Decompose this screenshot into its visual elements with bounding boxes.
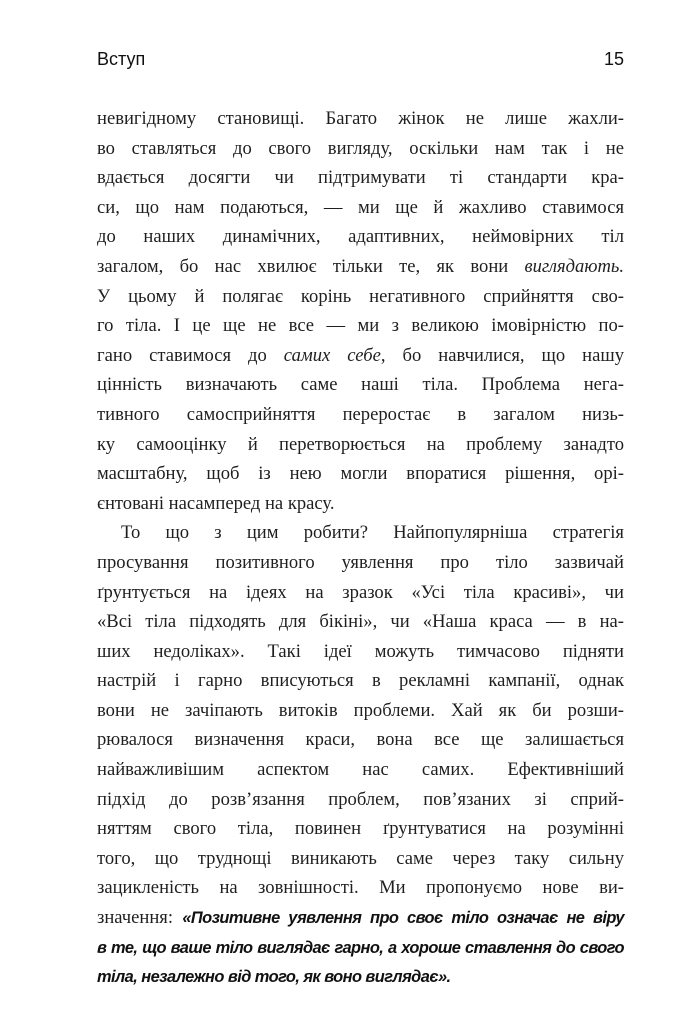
text-segment: ку самооцінку й перетворюється на проблему занадто	[97, 433, 624, 455]
text-line	[97, 282, 624, 312]
text-segment: до наших динамічних, адаптивних, неймовірних тіл	[97, 226, 624, 248]
text-segment: загалом, бо нас хвилює тільки те, як вони	[97, 255, 525, 277]
text-line	[97, 607, 624, 637]
page-body-text	[97, 104, 624, 992]
text-segment: «Всі тіла підходять для бікіні», чи «Наша краса — в на-	[97, 611, 624, 633]
text-segment: тивного самосприйняття переростає в загалом низь-	[97, 403, 624, 425]
text-line	[97, 548, 624, 578]
text-line	[97, 814, 624, 844]
running-header	[97, 46, 624, 72]
text-segment: ґрунтується на ідеях на зразок «Усі тіла красиві», чи	[97, 581, 624, 603]
text-line	[97, 666, 624, 696]
text-segment: настрій і гарно вписуються в рекламні кампанії, однак	[97, 670, 624, 692]
bold-italic-quote: «Позитивне уявлення про своє тіло означає не віру	[182, 909, 624, 928]
text-segment: вдається досягти чи підтримувати ті стандарти кра-	[97, 167, 624, 189]
text-segment: У цьому й полягає корінь негативного сприйняття сво-	[97, 285, 624, 307]
text-segment: во ставляться до свого вигляду, оскільки нам так і не	[97, 137, 624, 159]
page-number: 15	[603, 48, 624, 69]
text-line	[97, 933, 624, 963]
bold-italic-quote: тіла, незалежно від того, як воно виглядає».	[97, 968, 451, 987]
text-segment: підхід до розв’язання проблем, пов’язаних зі сприй-	[97, 788, 624, 810]
text-line	[97, 696, 624, 726]
text-line	[97, 163, 624, 193]
text-segment: вони не зачіпають витоків проблеми. Хай як би розши-	[97, 699, 624, 721]
text-segment: рювалося визначення краси, вона все ще залишається	[97, 729, 624, 751]
chapter-title: Вступ	[97, 48, 146, 69]
text-segment: То що з цим робити? Найпопулярніша стратегія	[121, 522, 624, 544]
text-line	[97, 489, 624, 519]
text-line	[97, 755, 624, 785]
text-segment: масштабну, щоб із нею могли впоратися рішення, орі-	[97, 463, 624, 485]
text-segment: ших недоліках». Такі ідеї можуть тимчасово підняти	[97, 640, 624, 662]
text-segment: того, що труднощі виникають саме через таку сильну	[97, 847, 624, 869]
italic-emphasis: виглядають.	[524, 255, 624, 277]
text-line	[97, 193, 624, 223]
text-line	[97, 311, 624, 341]
text-line	[97, 725, 624, 755]
text-segment: няттям свого тіла, повинен ґрунтуватися на розумінні	[97, 818, 624, 840]
text-segment: , бо навчилися, що нашу	[380, 344, 624, 366]
text-line	[97, 134, 624, 164]
text-segment: цінність визначають саме наші тіла. Проблема нега-	[97, 374, 624, 396]
text-segment: невигідному становищі. Багато жінок не лише жахли-	[97, 108, 624, 129]
text-segment: го тіла. І це ще не все — ми з великою імовірністю по-	[97, 315, 624, 337]
text-line	[97, 785, 624, 815]
text-line	[97, 844, 624, 874]
text-line	[97, 400, 624, 430]
text-line	[97, 370, 624, 400]
text-line	[97, 962, 624, 992]
text-line	[97, 252, 624, 282]
text-line	[97, 222, 624, 252]
text-line	[97, 341, 624, 371]
text-segment: найважливішим аспектом нас самих. Ефективніший	[97, 759, 624, 781]
text-line	[97, 578, 624, 608]
text-segment: си, що нам подаються, — ми ще й жахливо ставимося	[97, 196, 624, 218]
italic-emphasis: самих себе	[283, 344, 381, 366]
text-segment: значення:	[97, 907, 183, 929]
text-segment: зацикленість на зовнішності. Ми пропонуємо нове ви-	[97, 877, 624, 899]
text-line	[97, 430, 624, 460]
text-line	[97, 104, 624, 134]
text-line	[97, 903, 624, 933]
bold-italic-quote: в те, що ваше тіло виглядає гарно, а хороше ставлення до свого	[97, 938, 624, 957]
text-segment: просування позитивного уявлення про тіло зазвичай	[97, 551, 624, 573]
text-line	[97, 459, 624, 489]
text-segment: єнтовані насамперед на красу.	[97, 492, 335, 514]
text-segment: гано ставимося до	[97, 344, 284, 366]
text-line	[97, 518, 624, 548]
text-line	[97, 637, 624, 667]
text-line	[97, 873, 624, 903]
